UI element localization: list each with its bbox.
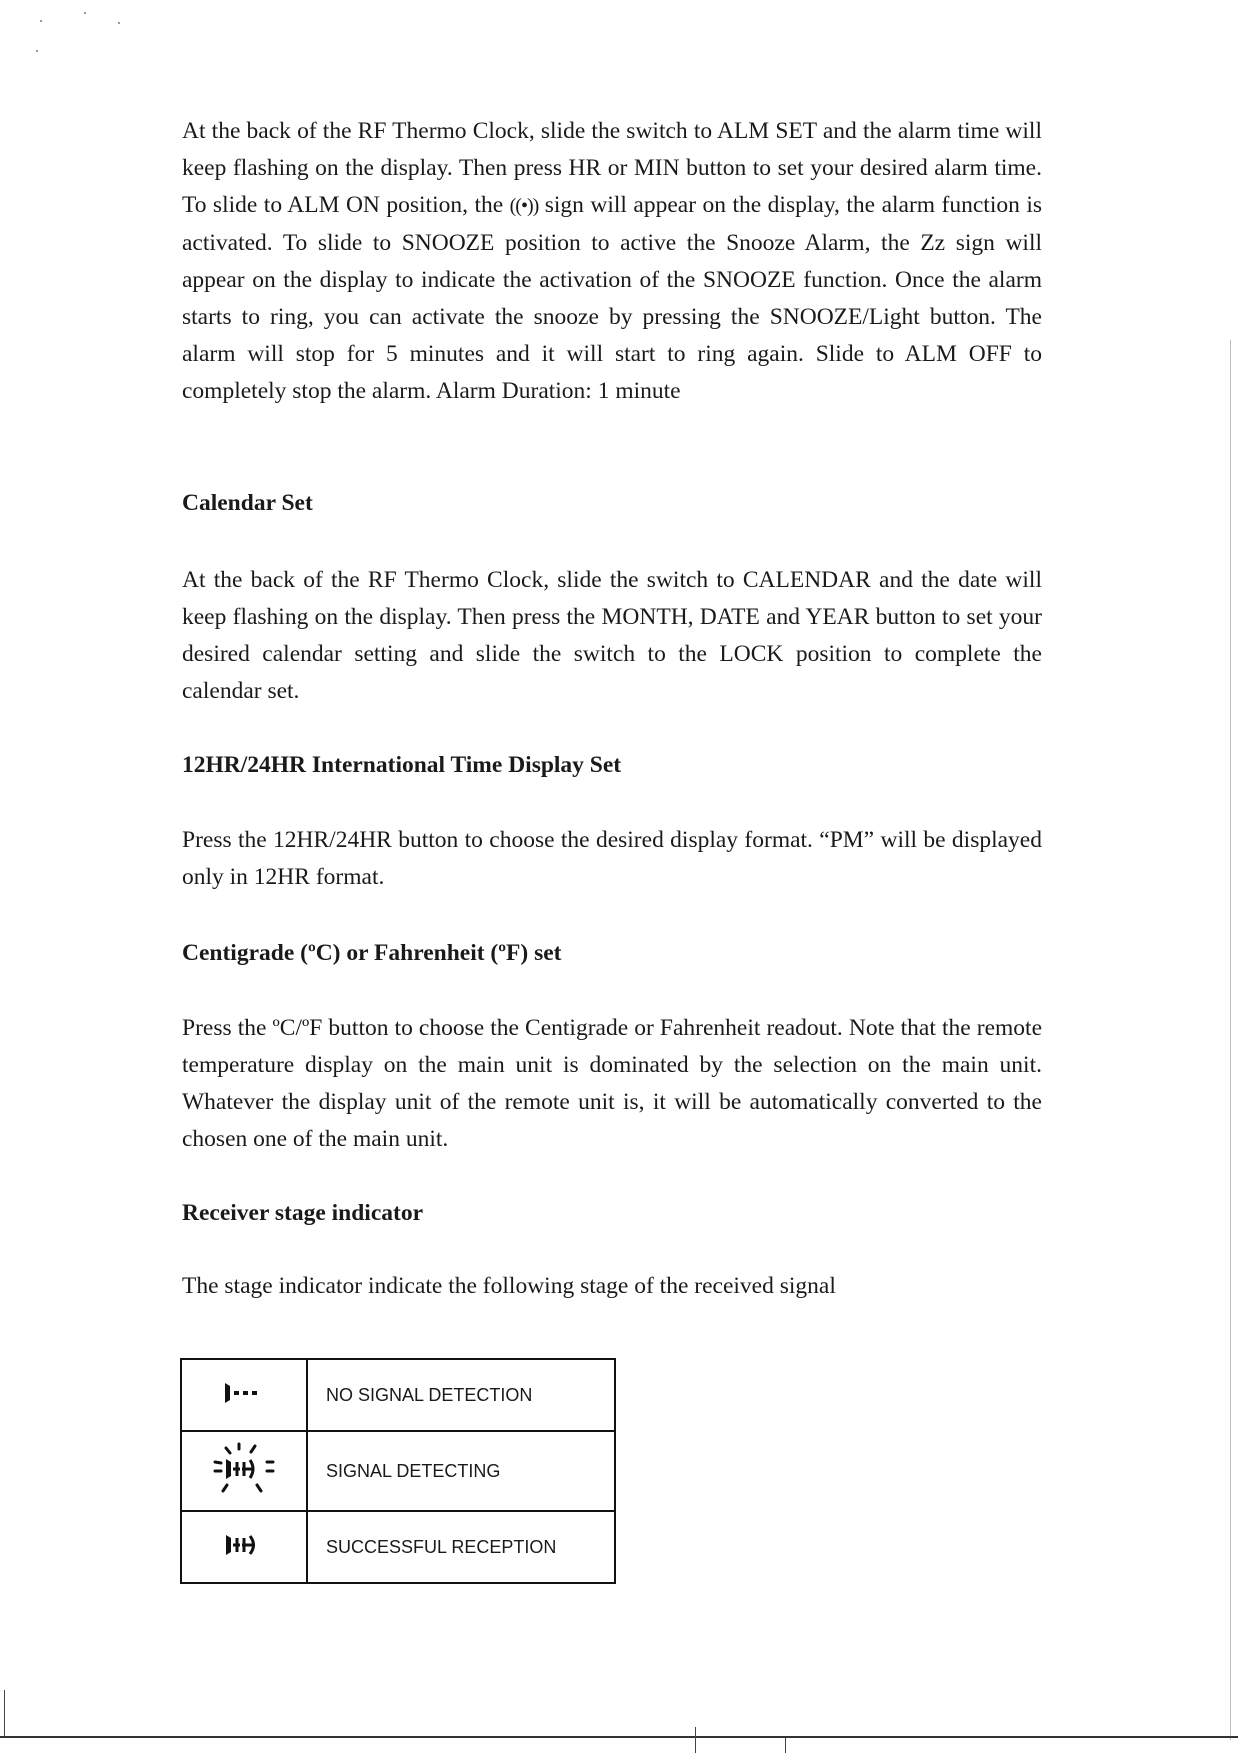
signal-received-icon: [220, 1530, 268, 1560]
calendar-paragraph: At the back of the RF Thermo Clock, slide the switch to CALENDAR and the date will keep flashing on the display. Then press the MONTH, DATE and YEAR button to set your desired calendar setting and slide the switch to the LOCK position to complete the calendar set.: [182, 567, 1042, 704]
temperature-heading: Centigrade (ºC) or Fahrenheit (ºF) set: [182, 940, 562, 966]
table-row: [181, 1359, 615, 1431]
alarm-sign-icon: ((•)): [509, 195, 539, 217]
alarm-text-end: sign will appear on the display, the alarm function is activated. To slide to SNOOZE position to active the Snooze Alarm, the Zz sign will appear on the display to indicate the activation of the SNOOZE function. Once the alarm starts to ring, you can activate the snooze by pressing the SNOOZE/Light button. The alarm will stop for 5 minutes and it will start to ring again. Slide to ALM OFF to completely stop the alarm. Alarm Duration: 1 minute: [182, 192, 1042, 404]
alarm-section: [182, 113, 1042, 410]
signal-detecting-icon: [209, 1438, 279, 1500]
scan-speck: [118, 22, 120, 24]
icon-cell: [181, 1359, 307, 1431]
temperature-section: [182, 938, 1042, 968]
time-format-heading: 12HR/24HR International Time Display Set: [182, 752, 622, 778]
alarm-paragraph: [182, 113, 1042, 410]
scan-speck: [36, 50, 38, 52]
calendar-section: [182, 488, 1042, 518]
scan-edge-line: [1230, 340, 1231, 1740]
scan-edge-line: [695, 1727, 696, 1753]
time-format-body-block: [182, 822, 1042, 896]
receiver-section: [182, 1198, 1042, 1228]
calendar-body-block: [182, 562, 1042, 710]
calendar-heading: Calendar Set: [182, 490, 313, 516]
icon-cell: [181, 1511, 307, 1583]
no-signal-icon: [220, 1380, 268, 1406]
icon-cell: [181, 1431, 307, 1511]
indicator-label: SUCCESSFUL RECEPTION: [307, 1511, 615, 1583]
scan-speck: [40, 20, 42, 22]
alarm-text-start: At the back of the RF Thermo Clock, slide the switch to ALM SET and the alarm time will keep flashing on the display. Then press HR or MIN button to set your desired alarm time. To slide to ALM ON position, the: [182, 118, 1042, 218]
scan-edge-line: [785, 1738, 786, 1753]
time-format-paragraph: Press the 12HR/24HR button to choose the desired display format. “PM” will be displayed only in 12HR format.: [182, 827, 1042, 890]
receiver-heading: Receiver stage indicator: [182, 1200, 424, 1226]
time-format-section: [182, 750, 1042, 780]
indicator-table: [180, 1358, 616, 1584]
scan-edge-line: [4, 1690, 5, 1738]
indicator-label: SIGNAL DETECTING: [307, 1431, 615, 1511]
table-row: [181, 1511, 615, 1583]
indicator-label: NO SIGNAL DETECTION: [307, 1359, 615, 1431]
scan-speck: [84, 12, 86, 14]
temperature-body-block: [182, 1010, 1042, 1158]
table-row: [181, 1431, 615, 1511]
bottom-rule: [0, 1736, 1238, 1738]
temperature-paragraph: Press the ºC/ºF button to choose the Centigrade or Fahrenheit readout. Note that the remote temperature display on the main unit is dominated by the selection on the main unit. Whatever the display unit of the remote unit is, it will be automatically converted to the chosen one of the main unit.: [182, 1015, 1042, 1152]
receiver-paragraph: The stage indicator indicate the following stage of the received signal: [182, 1273, 836, 1299]
receiver-body-block: [182, 1268, 1042, 1305]
